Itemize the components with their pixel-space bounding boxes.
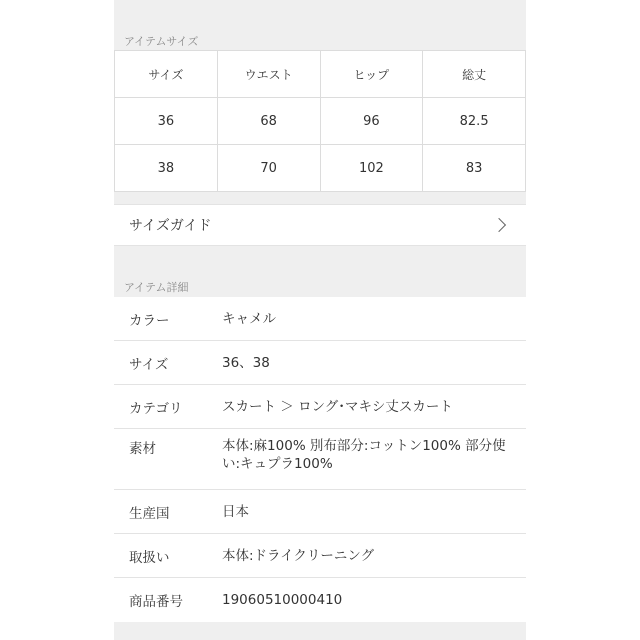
table-row <box>115 145 526 192</box>
detail-key: 取扱い <box>129 549 170 566</box>
item-detail-section-label: アイテム詳細 <box>124 281 189 294</box>
size-guide-label: サイズガイド <box>129 218 212 234</box>
detail-value: スカート ＞ ロング･マキシ丈スカート <box>222 398 453 415</box>
detail-row-color <box>114 297 526 341</box>
item-detail-list <box>114 297 526 622</box>
size-table-header-row <box>115 51 526 98</box>
table-row <box>115 98 526 145</box>
detail-row-country <box>114 490 526 534</box>
detail-key: 素材 <box>129 441 156 457</box>
detail-value: 19060510000410 <box>222 592 343 608</box>
table-cell: 68 <box>217 98 320 145</box>
table-cell: 83 <box>423 145 526 192</box>
size-table-header: ヒップ <box>320 51 423 98</box>
detail-row-product-number <box>114 578 526 622</box>
table-cell: 102 <box>320 145 423 192</box>
table-cell: 36 <box>115 98 218 145</box>
detail-value: キャメル <box>222 310 276 327</box>
detail-key: カラー <box>129 312 170 329</box>
table-cell: 70 <box>217 145 320 192</box>
table-cell: 38 <box>115 145 218 192</box>
size-table-header: 総丈 <box>423 51 526 98</box>
size-guide-link[interactable] <box>114 204 526 246</box>
size-table <box>114 50 526 192</box>
detail-row-category <box>114 385 526 429</box>
detail-key: カテゴリ <box>129 400 183 417</box>
detail-row-care <box>114 534 526 578</box>
chevron-right-icon <box>492 218 506 232</box>
detail-value: 本体:麻100% 別布部分:コットン100% 部分使い:キュプラ100% <box>222 438 506 472</box>
detail-key: 生産国 <box>129 505 170 522</box>
size-table-header: サイズ <box>115 51 218 98</box>
detail-key: 商品番号 <box>129 594 183 610</box>
detail-row-size <box>114 341 526 385</box>
detail-key: サイズ <box>129 356 169 373</box>
item-size-section-label: アイテムサイズ <box>124 35 199 48</box>
detail-row-material <box>114 429 526 490</box>
table-cell: 82.5 <box>423 98 526 145</box>
detail-value: 本体:ドライクリーニング <box>222 547 375 564</box>
detail-value: 日本 <box>222 503 249 520</box>
detail-value: 36、38 <box>222 354 270 371</box>
table-cell: 96 <box>320 98 423 145</box>
size-table-header: ウエスト <box>217 51 320 98</box>
